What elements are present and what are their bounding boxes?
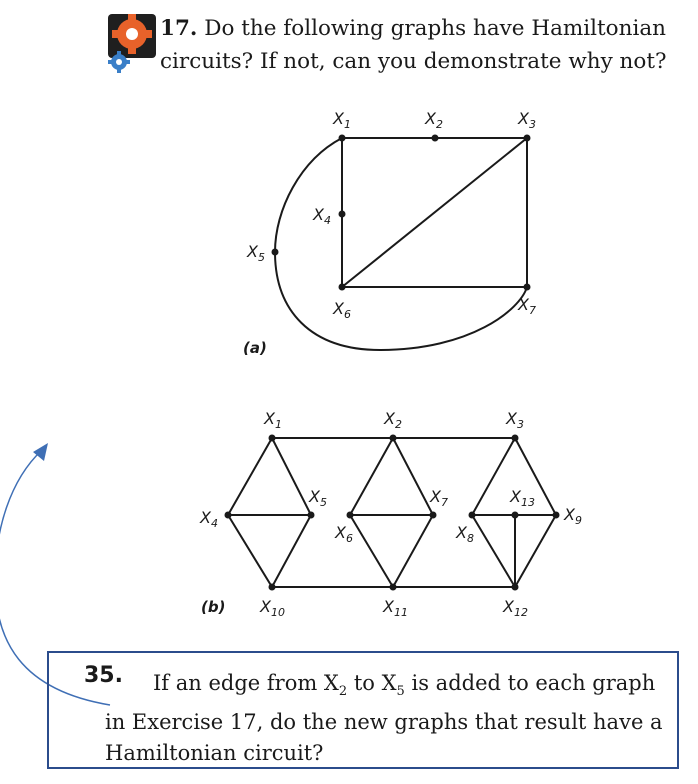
vertex-b-x11 (390, 584, 397, 591)
vertex-b-x4 (225, 512, 232, 519)
exercise-line-1c: is added to each graph (404, 671, 656, 695)
label-a-x6: $X_6$ (333, 299, 351, 321)
exercise-sub-2: 5 (396, 684, 405, 700)
exercise-line-3: Hamiltonian circuit? (105, 741, 324, 766)
vertex-a-x4 (339, 211, 346, 218)
vertex-b-x1 (269, 435, 276, 442)
vertex-a-x7 (524, 284, 531, 291)
vertex-b-x10 (269, 584, 276, 591)
edge-a-x1-x5-x7 (275, 138, 527, 350)
exercise-line-2: in Exercise 17, do the new graphs that result have a (105, 710, 663, 735)
edge-a-x6-x3 (342, 138, 527, 287)
label-b-x7: $X_7$ (430, 487, 448, 509)
vertex-b-x5 (308, 512, 315, 519)
label-a-x3: $X_3$ (518, 109, 536, 131)
exercise-line-1a: If an edge from X (153, 671, 339, 695)
edge-b-diamond-2 (350, 438, 433, 587)
vertex-b-x6 (347, 512, 354, 519)
label-b-x1: $X_1$ (264, 409, 282, 431)
vertex-a-x1 (339, 135, 346, 142)
vertex-b-x13 (512, 512, 519, 519)
vertex-b-x8 (469, 512, 476, 519)
problem-number: 17. (160, 16, 198, 41)
exercise-line-1b: to X (347, 671, 397, 695)
label-a-x1: $X_1$ (333, 109, 351, 131)
problem-statement (160, 12, 680, 78)
label-b-x8: $X_8$ (456, 523, 474, 545)
problem-line-2: circuits? If not, can you demonstrate why not? (160, 49, 667, 74)
vertex-a-x6 (339, 284, 346, 291)
gear-icon (106, 12, 158, 74)
vertex-b-x7 (430, 512, 437, 519)
label-b-x13: $X_{13}$ (510, 487, 535, 509)
label-b-x9: $X_9$ (564, 505, 582, 527)
label-b-x3: $X_3$ (506, 409, 524, 431)
label-b-x6: $X_6$ (335, 523, 353, 545)
label-b-x2: $X_2$ (384, 409, 402, 431)
label-b-x10: $X_{10}$ (260, 597, 285, 619)
label-b-x4: $X_4$ (200, 508, 218, 530)
vertex-a-x5 (272, 249, 279, 256)
edge-b-diamond-1 (228, 438, 311, 587)
label-b-x5: $X_5$ (309, 487, 327, 509)
label-a-x2: $X_2$ (425, 109, 443, 131)
label-b-x11: $X_{11}$ (383, 597, 408, 619)
vertex-a-x2 (432, 135, 439, 142)
exercise-text (105, 668, 665, 769)
label-b-x12: $X_{12}$ (503, 597, 528, 619)
vertex-a-x3 (524, 135, 531, 142)
problem-line-1: Do the following graphs have Hamiltonian (204, 16, 667, 41)
label-a-x7: $X_7$ (518, 295, 536, 317)
vertex-b-x3 (512, 435, 519, 442)
label-a-x4: $X_4$ (313, 205, 331, 227)
vertex-b-x12 (512, 584, 519, 591)
caption-a: (a) (243, 339, 267, 357)
label-a-x5: $X_5$ (247, 242, 265, 264)
exercise-number: 35. (84, 663, 123, 688)
caption-b: (b) (201, 598, 226, 616)
vertex-b-x9 (553, 512, 560, 519)
vertex-b-x2 (390, 435, 397, 442)
graph-a (0, 90, 698, 370)
exercise-sub-1: 2 (338, 684, 348, 700)
